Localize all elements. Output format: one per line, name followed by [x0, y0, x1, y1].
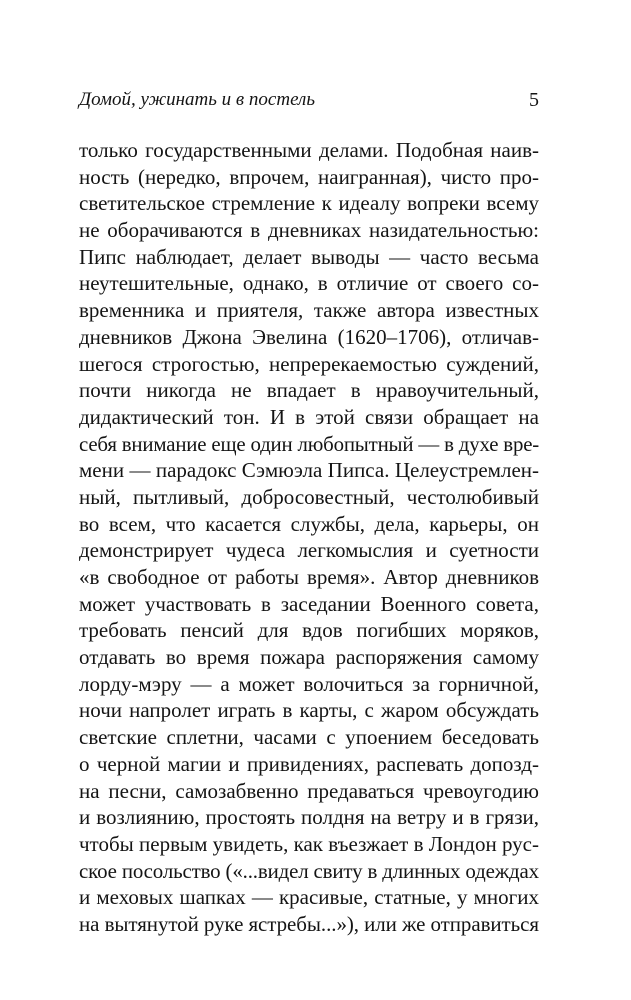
text-line: мени — парадокс Сэмюэла Пипса. Целеустремлен-: [79, 458, 539, 483]
text-line: во всем, что касается службы, дела, карьеры, он: [79, 511, 539, 536]
text-line: «в свободное от работы время». Автор дневников: [79, 565, 539, 589]
page-number: 5: [529, 89, 539, 111]
text-line: только государственными делами. Подобная наив-: [79, 138, 539, 162]
text-line: ночи напролет играть в карты, с жаром обсуждать: [79, 698, 539, 723]
text-line: чтобы первым увидеть, как въезжает в Лондон рус-: [79, 831, 539, 856]
running-title: Домой, ужинать и в постель: [79, 89, 315, 110]
text-line: требовать пенсий для вдов погибших моряков,: [79, 618, 539, 643]
text-line: и меховых шапках — красивые, статные, у многих: [79, 885, 539, 910]
text-line: ское посольство («...видел свиту в длинных одеждах: [79, 858, 539, 883]
text-line: ный, пытливый, добросовестный, честолюбивый: [79, 484, 539, 509]
text-line: дидактический тон. И в этой связи обращает на: [79, 404, 539, 429]
text-line: на песни, самозабвенно предаваться чревоугодию: [79, 778, 539, 803]
running-header: [79, 86, 539, 114]
text-line: шегося строгостью, непререкаемостью суждений,: [79, 351, 539, 376]
text-line: лорду-мэру — а может волочиться за горничной,: [79, 671, 539, 696]
text-line: светительское стремление к идеалу вопреки всему: [79, 191, 539, 216]
text-line: временника и приятеля, также автора известных: [79, 298, 539, 323]
body-text: [79, 137, 539, 938]
text-line: о черной магии и привидениях, распевать допозд-: [79, 751, 539, 776]
text-line: себя внимание еще один любопытный — в духе вре-: [79, 431, 540, 456]
text-line: не оборачиваются в дневниках назидательностью:: [79, 218, 539, 243]
text-line: и возлиянию, простоять полдня на ветру и в грязи,: [79, 805, 539, 830]
text-line: отдавать во время пожара распоряжения самому: [79, 645, 539, 670]
text-line: почти никогда не впадает в нравоучительный,: [79, 378, 539, 403]
text-line: на вытянутой руке ястребы...»), или же отправиться: [79, 911, 539, 936]
text-line: светские сплетни, часами с упоением беседовать: [79, 725, 539, 750]
text-line: ность (нередко, впрочем, наигранная), чисто про-: [79, 164, 539, 189]
text-line: дневников Джона Эвелина (1620–1706), отличав-: [79, 324, 539, 349]
text-line: неутешительные, однако, в отличие от своего со-: [79, 271, 539, 296]
text-line: Пипс наблюдает, делает выводы — часто весьма: [79, 244, 539, 269]
text-line: демонстрирует чудеса легкомыслия и суетности: [79, 538, 539, 563]
text-line: может участвовать в заседании Военного совета,: [79, 591, 539, 616]
